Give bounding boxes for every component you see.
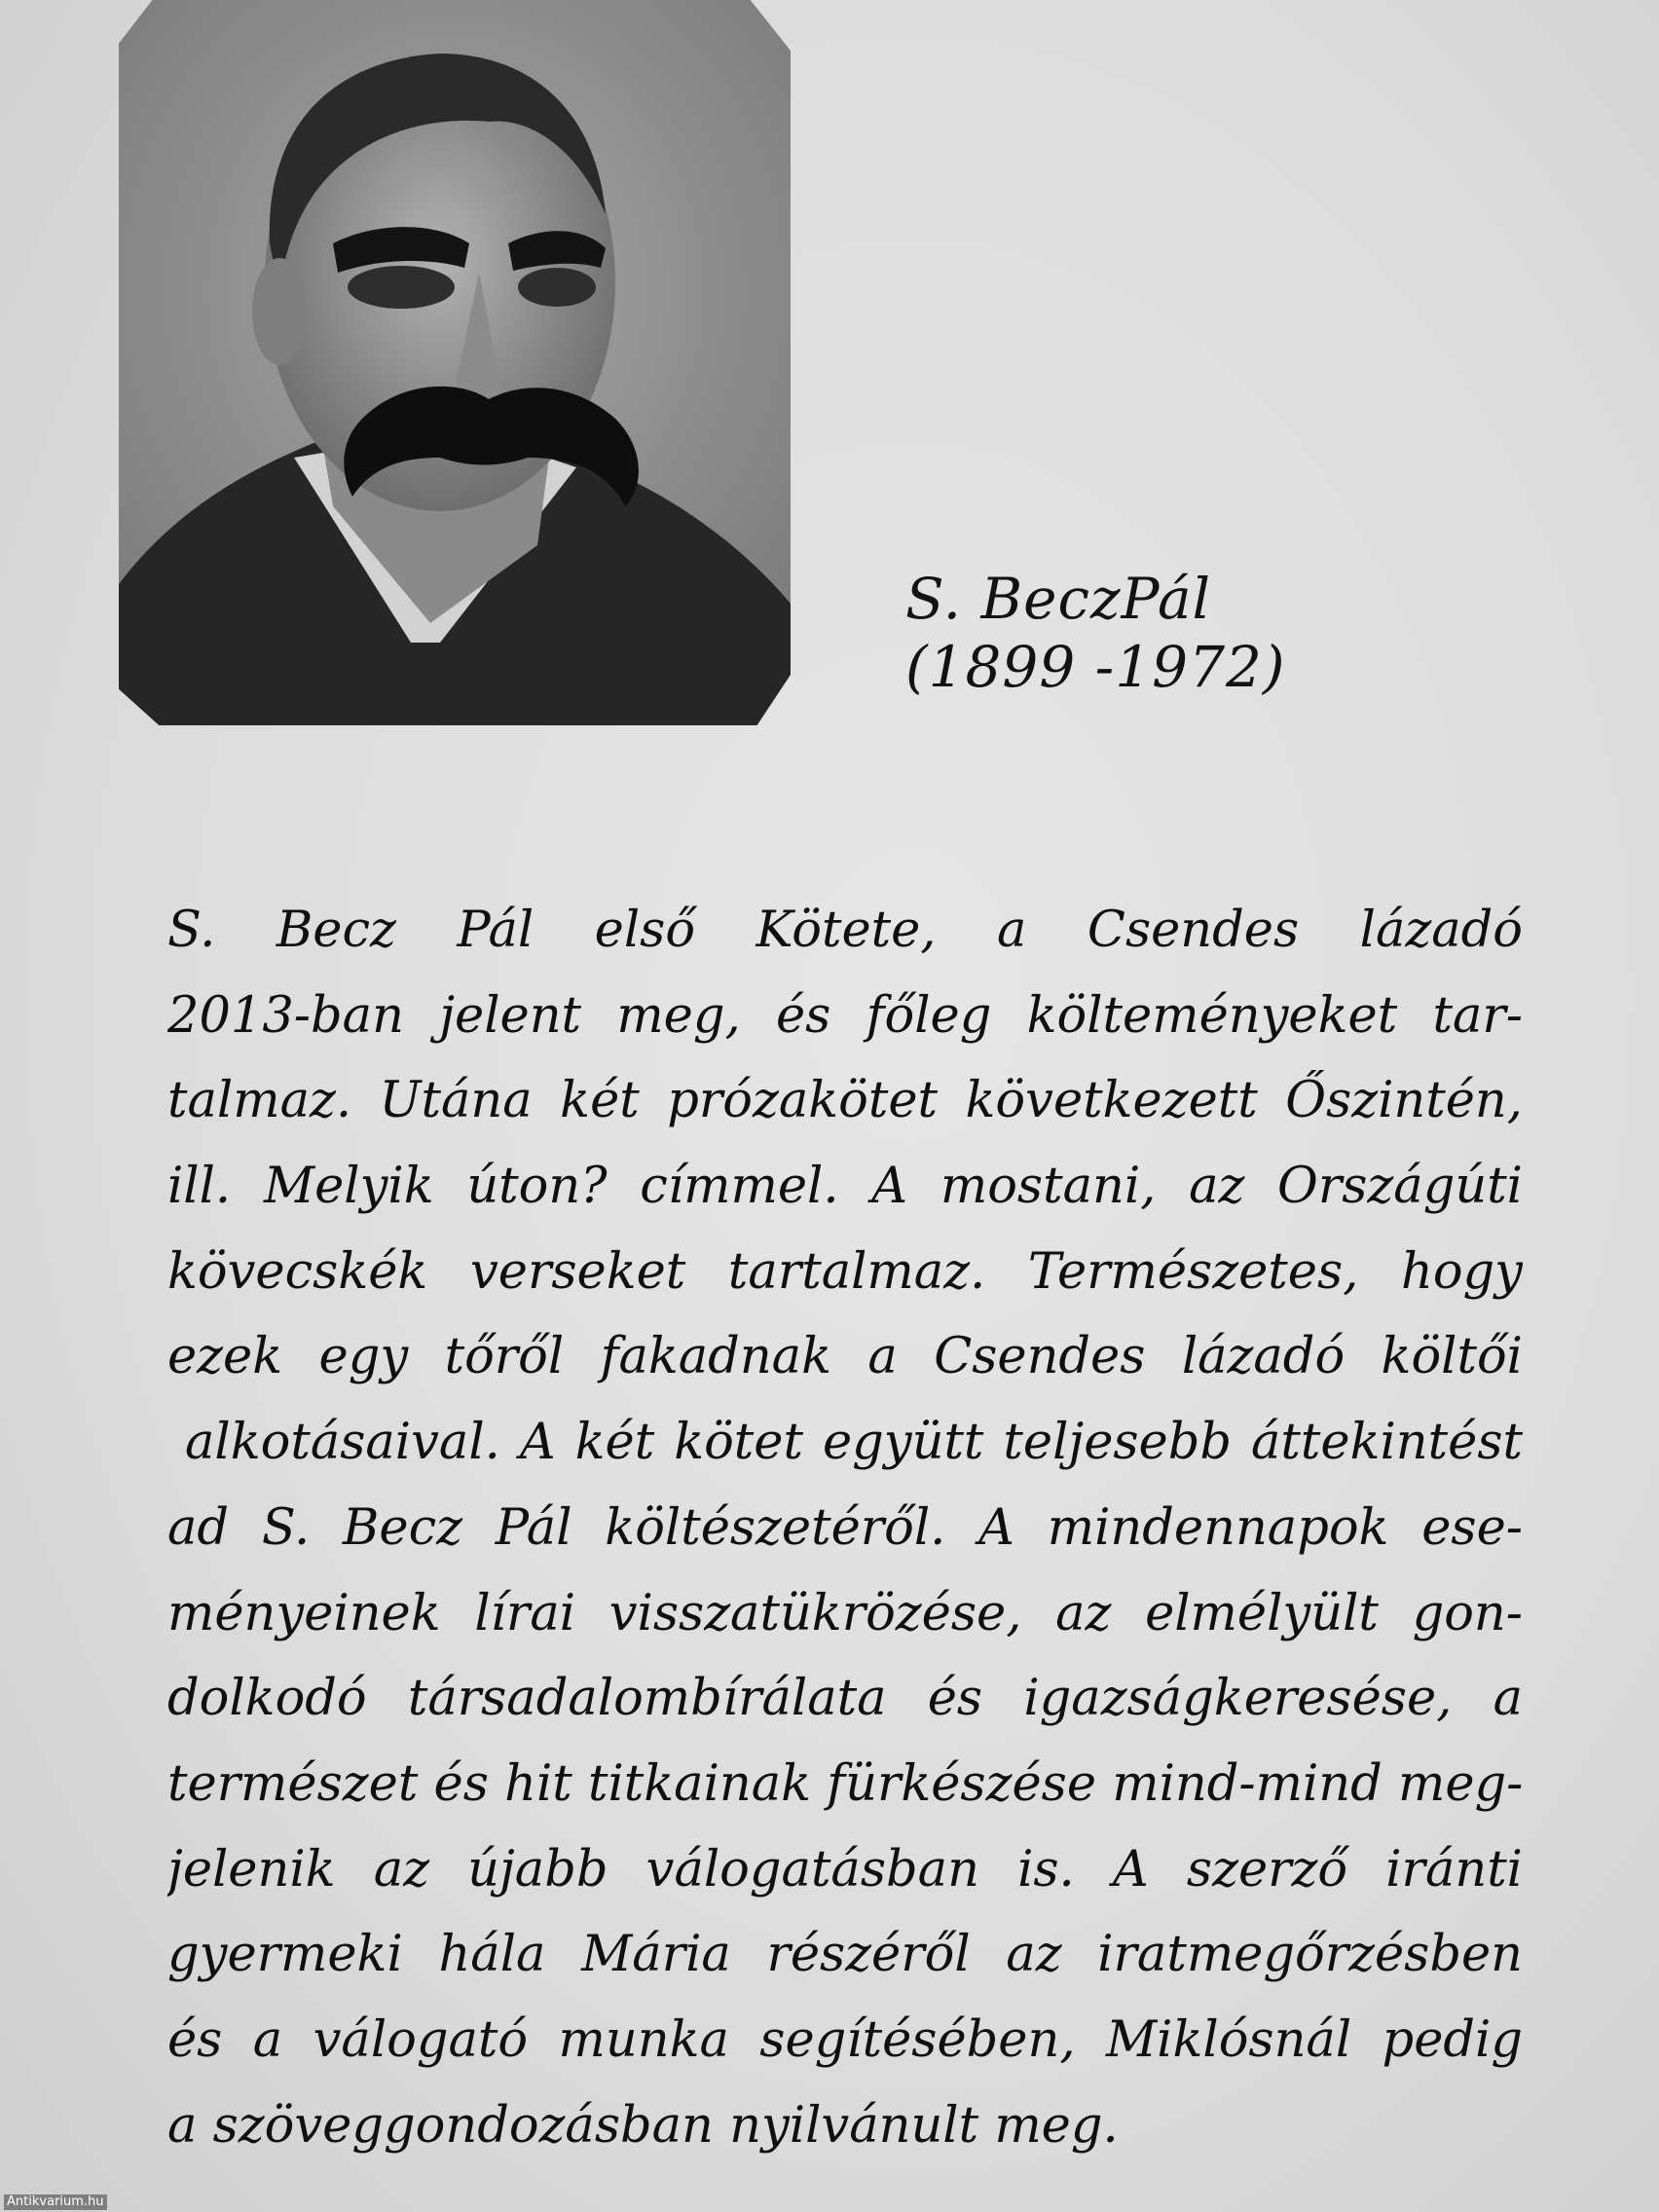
paragraph-line: ill. Melyik úton? címmel. A mostani, az Országúti (167, 1158, 1523, 1216)
paragraph-line: talmaz. Utána két prózakötet következett Őszintén, (167, 1072, 1523, 1130)
paragraph-line: a szöveggondozásban nyilvánult meg. (167, 2096, 1119, 2155)
paragraph-line: ményeinek lírai visszatükrözése, az elmélyült gon- (167, 1584, 1523, 1642)
watermark: Antikvarium.hu (4, 2194, 107, 2210)
paragraph-line: gyermeki hála Mária részéről az iratmegőrzésben (167, 1926, 1523, 1984)
author-years: (1899 -1972) (905, 634, 1286, 700)
paragraph-line: és a válogató munka segítésében, Miklósnál pedig (167, 2010, 1523, 2069)
paragraph-line: ezek egy tőről fakadnak a Csendes lázadó költői (167, 1328, 1523, 1386)
paragraph-line: S. Becz Pál első Kötete, a Csendes lázadó (167, 902, 1523, 959)
portrait-photo-icon (119, 0, 791, 725)
paragraph-line: jelenik az újabb válogatásban is. A szerző iránti (167, 1840, 1523, 1899)
paragraph-line: ad S. Becz Pál költészetéről. A mindennapok ese- (167, 1498, 1523, 1557)
biography-paragraph (167, 888, 1523, 2168)
author-name: S. BeczPál (905, 566, 1212, 632)
paragraph-line: dolkodó társadalombírálata és igazságkeresése, a (167, 1670, 1523, 1728)
portrait-caption (905, 565, 1334, 701)
portrait-photo (119, 0, 791, 725)
paragraph-line: kövecskék verseket tartalmaz. Természetes, hogy (167, 1242, 1523, 1301)
paragraph-line: természet és hit titkainak fürkészése mind-mind meg- (167, 1754, 1523, 1813)
paragraph-line: 2013-ban jelent meg, és főleg költeményeket tar- (167, 986, 1523, 1045)
paragraph-line: alkotásaival. A két kötet együtt teljesebb áttekintést (185, 1414, 1523, 1472)
